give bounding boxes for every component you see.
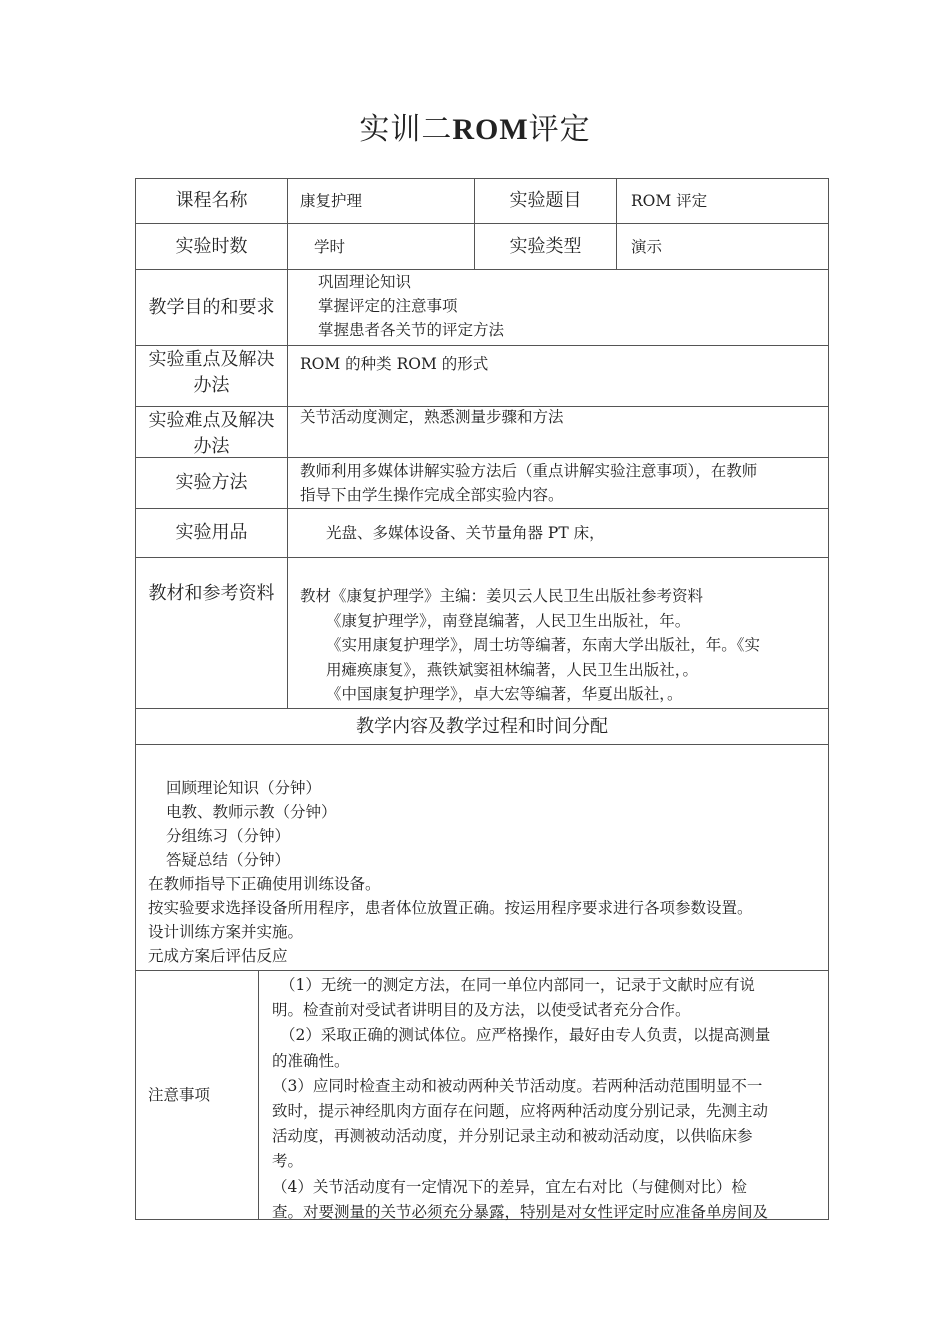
goal-item: 掌握评定的注意事项 <box>318 297 458 315</box>
hours-value: 学时 <box>314 237 346 256</box>
process-content <box>148 776 818 968</box>
key-points-value: ROM 的种类 ROM 的形式 <box>300 355 489 373</box>
process-line: 元成方案后评估反应 <box>148 947 288 965</box>
reference-line: 教材《康复护理学》主编：姜贝云人民卫生出版社参考资料 <box>300 587 704 605</box>
notes-content <box>272 973 824 1225</box>
process-item: 电教、教师示教（分钟） <box>166 803 337 821</box>
references-list <box>300 584 825 707</box>
goal-item: 掌握患者各关节的评定方法 <box>318 321 505 339</box>
notes-line: 明。检查前对受试者讲明目的及方法，以使受试者充分合作。 <box>272 1001 691 1020</box>
notes-line: 考。 <box>272 1152 304 1171</box>
hours-label: 实验时数 <box>175 235 248 257</box>
notes-line: 活动度，再测被动活动度，并分别记录主动和被动活动度，以供临床参 <box>272 1127 753 1146</box>
references-label: 教材和参考资料 <box>148 583 275 604</box>
notes-line: 致时，提示神经肌肉方面存在问题，应将两种活动度分别记录，先测主动 <box>272 1102 769 1121</box>
topic-value: ROM 评定 <box>631 192 708 210</box>
process-item: 分组练习（分钟） <box>166 827 291 845</box>
goals-list <box>318 270 818 342</box>
key-points-label: 实验重点及解决 办法 <box>148 349 275 396</box>
course-name-label: 课程名称 <box>175 190 248 211</box>
type-label: 实验类型 <box>509 235 582 257</box>
notes-line: （3）应同时检查主动和被动两种关节活动度。若两种活动范围明显不一 <box>272 1076 763 1095</box>
course-name-value: 康复护理 <box>300 192 363 210</box>
process-item: 答疑总结（分钟） <box>166 851 291 869</box>
supplies-label: 实验用品 <box>175 522 248 543</box>
reference-line: 《实用康复护理学》，周士坊等编著，东南大学出版社，年。《实 <box>326 636 761 654</box>
difficulties-label: 实验难点及解决 办法 <box>148 410 275 457</box>
process-item: 回顾理论知识（分钟） <box>166 779 322 797</box>
reference-line: 《康复护理学》，南登崑编著，人民卫生出版社，年。 <box>326 611 691 630</box>
process-header: 教学内容及教学过程和时间分配 <box>356 715 608 737</box>
notes-line: 查。对要测量的关节必须充分暴露，特别是对女性评定时应准备单房间及 <box>272 1202 769 1221</box>
notes-line: （1）无统一的测定方法，在同一单位内部同一，记录于文献时应有说 <box>280 976 755 994</box>
type-value: 演示 <box>631 237 663 256</box>
reference-line: 用瘫痪康复》，燕铁斌窦祖林编著，人民卫生出版社，。 <box>326 660 699 679</box>
method-label: 实验方法 <box>175 472 248 493</box>
difficulties-value: 关节活动度测定，熟悉测量步骤和方法 <box>300 408 564 426</box>
notes-line: （2）采取正确的测试体位。应严格操作，最好由专人负责，以提高测量 <box>280 1026 771 1045</box>
process-line: 设计训练方案并实施。 <box>148 923 304 941</box>
notes-label: 注意事项 <box>148 1086 211 1104</box>
notes-line: 的准确性。 <box>272 1051 350 1070</box>
notes-line: （4）关节活动度有一定情况下的差异，宜左右对比（与健侧对比）检 <box>272 1177 747 1196</box>
process-line: 在教师指导下正确使用训练设备。 <box>148 875 381 893</box>
process-line: 按实验要求选择设备所用程序，患者体位放置正确。按运用程序要求进行各项参数设置。 <box>148 899 753 917</box>
goals-label: 教学目的和要求 <box>148 296 275 318</box>
goal-item: 巩固理论知识 <box>318 273 412 291</box>
method-value: 教师利用多媒体讲解实验方法后（重点讲解实验注意事项），在教师 指导下由学生操作完成全部实验内容。 <box>300 462 758 504</box>
reference-line: 《中国康复护理学》，卓大宏等编著，华夏出版社，。 <box>326 685 683 703</box>
page-title: 实训二ROM评定 <box>359 112 591 147</box>
topic-label: 实验题目 <box>509 190 582 211</box>
supplies-value: 光盘、多媒体设备、关节量角器 PT 床， <box>326 524 605 542</box>
